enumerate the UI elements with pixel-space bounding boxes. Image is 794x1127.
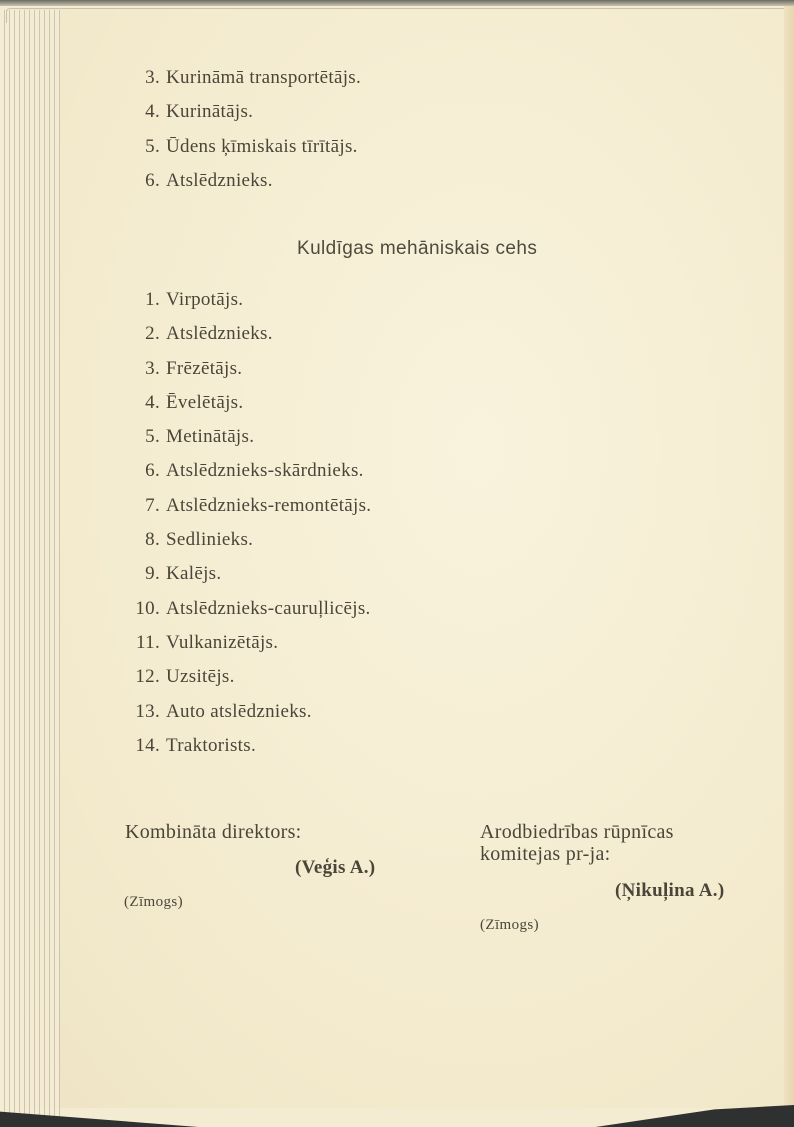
item-number: 1. — [145, 289, 160, 310]
item-number: 4. — [145, 391, 160, 413]
list-item — [120, 489, 371, 523]
item-text: Uzsitējs. — [166, 666, 235, 688]
continued-list — [120, 61, 361, 198]
section-heading: Kuldīgas mehāniskais cehs — [297, 238, 538, 259]
item-text: Sedlinieks. — [166, 529, 254, 551]
item-number: 6. — [145, 460, 160, 482]
list-item — [120, 729, 371, 763]
list-item — [120, 386, 371, 420]
list-item — [120, 164, 361, 198]
list-item — [120, 352, 371, 386]
union-seal-label: (Zīmogs) — [480, 917, 540, 933]
workshop-list — [120, 283, 371, 763]
item-number: 5. — [145, 135, 160, 157]
list-item — [120, 61, 361, 95]
item-number: 12. — [135, 666, 160, 688]
list-item — [120, 317, 371, 351]
item-number: 3. — [145, 67, 160, 88]
item-text: Atslēdznieks. — [166, 169, 273, 191]
item-text: Metinātājs. — [166, 426, 255, 448]
item-text: Atslēdznieks-remontētājs. — [166, 494, 372, 516]
item-text: Atslēdznieks-skārdnieks. — [166, 460, 364, 482]
union-chair-name: (Ņikuļina A.) — [615, 880, 725, 901]
list-item — [120, 130, 361, 164]
list-item — [120, 660, 371, 694]
list-item — [120, 283, 371, 317]
item-number: 9. — [145, 563, 160, 585]
list-item — [120, 454, 371, 488]
item-text: Kalējs. — [166, 563, 222, 585]
item-number: 7. — [145, 494, 160, 516]
item-text: Virpotājs. — [166, 289, 244, 310]
item-number: 4. — [145, 101, 160, 123]
item-text: Auto atslēdznieks. — [166, 700, 312, 722]
item-number: 3. — [145, 357, 160, 379]
director-seal-label: (Zīmogs) — [124, 894, 184, 910]
list-item — [120, 557, 371, 591]
item-text: Frēzētājs. — [166, 357, 243, 379]
list-item — [120, 592, 371, 626]
item-number: 14. — [135, 734, 160, 756]
item-text: Atslēdznieks-cauruļlicējs. — [166, 597, 371, 619]
union-chair-title — [480, 821, 770, 865]
item-number: 2. — [145, 323, 160, 345]
director-name: (Veģis A.) — [295, 857, 376, 878]
item-number: 10. — [135, 597, 160, 619]
union-chair-title-line1: Arodbiedrības rūpnīcas — [480, 821, 674, 843]
item-text: Kurināmā transportētājs. — [166, 67, 362, 88]
item-number: 6. — [145, 169, 160, 191]
item-text: Vulkanizētājs. — [166, 631, 279, 653]
list-item — [120, 523, 371, 557]
item-text: Ūdens ķīmiskais tīrītājs. — [166, 135, 358, 157]
list-item — [120, 626, 371, 660]
item-text: Kurinātājs. — [166, 101, 254, 123]
list-item — [120, 695, 371, 729]
item-number: 8. — [145, 529, 160, 551]
item-text: Traktorists. — [166, 734, 256, 756]
list-item — [120, 420, 371, 454]
item-number: 5. — [145, 426, 160, 448]
director-title: Kombināta direktors: — [125, 821, 302, 843]
item-number: 11. — [136, 631, 160, 653]
list-item — [120, 95, 361, 129]
item-number: 13. — [135, 700, 160, 722]
item-text: Ēvelētājs. — [166, 391, 244, 413]
item-text: Atslēdznieks. — [166, 323, 273, 345]
union-chair-title-line2: komitejas pr-ja: — [480, 843, 611, 865]
